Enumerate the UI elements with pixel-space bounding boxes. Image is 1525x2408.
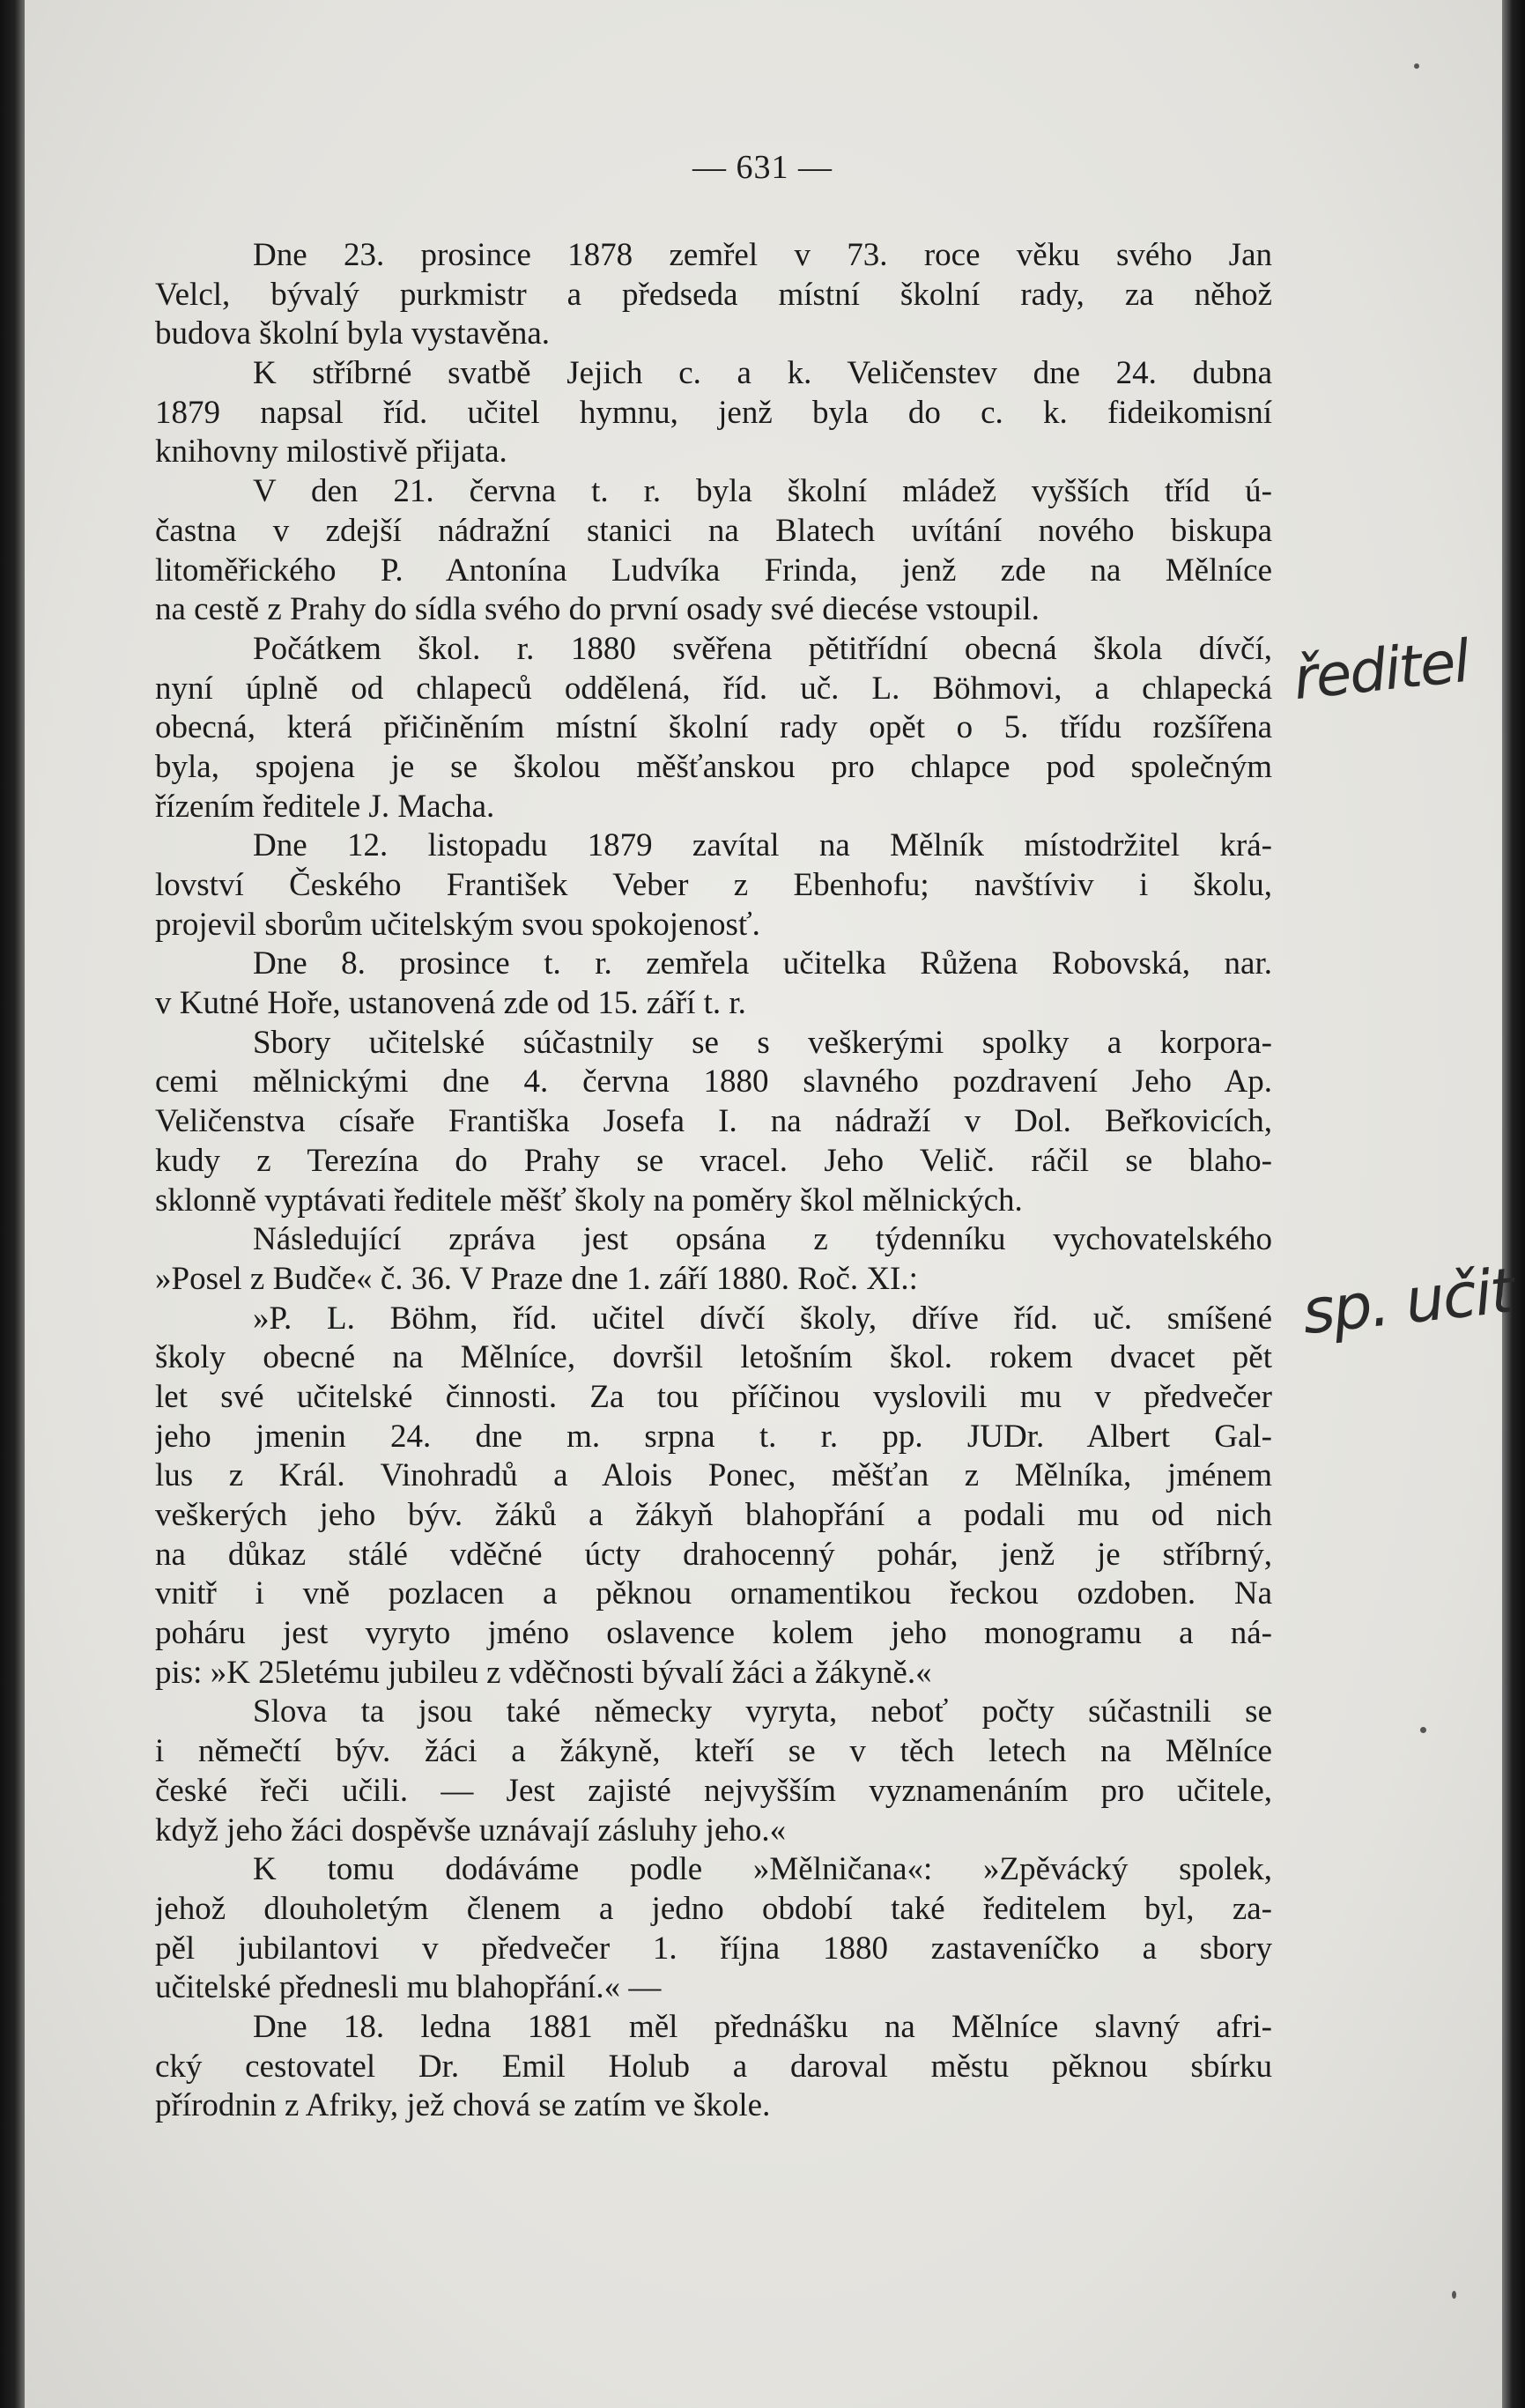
scan-edge-right [1502, 0, 1525, 2408]
text-line: pěl jubilantovi v předvečer 1. října 1880 zastaveníčko a sbory [155, 1930, 1272, 1967]
scan-speck [1420, 1727, 1426, 1733]
page-number: — 631 — [692, 149, 833, 186]
text-line: K tomu dodáváme podle »Mělničana«: »Zpěvácký spolek, [253, 1851, 1272, 1888]
text-line: poháru jest vyryto jméno oslavence kolem jeho monogramu a ná- [155, 1615, 1272, 1652]
margin-note-handwritten: sp. učit [1299, 1254, 1516, 1349]
text-line: učitelské přednesli mu blahopřání.« — [155, 1969, 662, 2006]
text-line: Veličenstva císaře Františka Josefa I. na nádraží v Dol. Beřkovicích, [155, 1103, 1272, 1140]
text-line: řízením ředitele J. Macha. [155, 788, 495, 825]
text-line: Slova ta jsou také německy vyryta, neboť počty súčastnili se [253, 1693, 1272, 1730]
text-line: školy obecné na Mělníce, dovršil letošním škol. rokem dvacet pět [155, 1339, 1272, 1376]
text-line: Sbory učitelské súčastnily se s veškerými spolky a korpora- [253, 1024, 1272, 1061]
text-line: vnitř i vně pozlacen a pěknou ornamentikou řeckou ozdoben. Na [155, 1575, 1272, 1612]
text-line: litoměřického P. Antonína Ludvíka Frinda, jenž zde na Mělníce [155, 552, 1272, 589]
text-line: české řeči učili. — Jest zajisté nejvyšším vyznamenáním pro učitele, [155, 1772, 1272, 1809]
text-line: i němečtí býv. žáci a žákyně, kteří se v těch letech na Mělníce [155, 1733, 1272, 1770]
text-line: obecná, která přičiněním místní školní rady opět o 5. třídu rozšířena [155, 709, 1272, 746]
text-line: sklonně vyptávati ředitele měšť školy na poměry škol mělnických. [155, 1182, 1023, 1219]
text-line: lovství Českého František Veber z Ebenhofu; navštíviv i školu, [155, 867, 1272, 903]
text-line: jehož dlouholetým členem a jedno období také ředitelem byl, za- [155, 1890, 1272, 1927]
text-line: byla, spojena je se školou měšťanskou pro chlapce pod společným [155, 748, 1272, 785]
text-line: když jeho žáci dospěvše uznávají zásluhy jeho.« [155, 1812, 787, 1849]
text-line: na cestě z Prahy do sídla svého do první osady své diecése vstoupil. [155, 591, 1040, 628]
text-line: 1879 napsal říd. učitel hymnu, jenž byla do c. k. fideikomisní [155, 394, 1272, 431]
body-text [155, 236, 1272, 2126]
text-line: K stříbrné svatbě Jejich c. a k. Veličenstev dne 24. dubna [253, 355, 1272, 392]
text-line: Dne 23. prosince 1878 zemřel v 73. roce věku svého Jan [253, 237, 1272, 273]
text-line: Následující zpráva jest opsána z týdenníku vychovatelského [253, 1221, 1272, 1258]
text-line: na důkaz stálé vděčné úcty drahocenný pohár, jenž je stříbrný, [155, 1536, 1272, 1573]
text-line: kudy z Terezína do Prahy se vracel. Jeho Velič. ráčil se blaho- [155, 1142, 1272, 1179]
text-line: let své učitelské činnosti. Za tou příčinou vyslovili mu v předvečer [155, 1378, 1272, 1415]
scan-speck [1452, 2291, 1456, 2299]
text-line: lus z Král. Vinohradů a Alois Ponec, měšťan z Mělníka, jménem [155, 1457, 1272, 1494]
text-line: Dne 18. ledna 1881 měl přednášku na Mělníce slavný afri- [253, 2008, 1272, 2045]
text-line: V den 21. června t. r. byla školní mládež vyšších tříd ú- [253, 473, 1272, 510]
text-line: Dne 12. listopadu 1879 zavítal na Mělník místodržitel krá- [253, 827, 1272, 864]
text-line: »P. L. Böhm, říd. učitel dívčí školy, dříve říd. uč. smíšené [253, 1300, 1272, 1337]
text-line: Velcl, bývalý purkmistr a předseda místní školní rady, za něhož [155, 276, 1272, 313]
text-line: »Posel z Budče« č. 36. V Praze dne 1. září 1880. Roč. XI.: [155, 1260, 918, 1297]
text-line: projevil sborům učitelským svou spokojenosť. [155, 906, 760, 943]
text-line: budova školní byla vystavěna. [155, 315, 551, 352]
scan-speck [1414, 63, 1419, 69]
text-line: jeho jmenin 24. dne m. srpna t. r. pp. JUDr. Albert Gal- [155, 1418, 1272, 1455]
text-line: cký cestovatel Dr. Emil Holub a daroval městu pěknou sbírku [155, 2048, 1272, 2085]
text-line: nyní úplně od chlapeců oddělená, říd. uč. L. Böhmovi, a chlapecká [155, 670, 1272, 707]
text-line: knihovny milostivě přijata. [155, 433, 507, 470]
text-line: veškerých jeho býv. žáků a žákyň blahopřání a podali mu od nich [155, 1497, 1272, 1533]
margin-note-handwritten: ředitel [1290, 626, 1472, 714]
text-line: častna v zdejší nádražní stanici na Blatech uvítání nového biskupa [155, 512, 1272, 549]
text-line: v Kutné Hoře, ustanovená zde od 15. září t. r. [155, 985, 746, 1022]
text-line: pis: »K 25letému jubileu z vděčnosti bývalí žáci a žákyně.« [155, 1654, 932, 1691]
text-line: přírodnin z Afriky, jež chová se zatím ve škole. [155, 2087, 771, 2124]
scan-edge-left [0, 0, 25, 2408]
text-line: Počátkem škol. r. 1880 svěřena pětitřídní obecná škola dívčí, [253, 630, 1272, 667]
text-line: cemi mělnickými dne 4. června 1880 slavného pozdravení Jeho Ap. [155, 1063, 1272, 1100]
text-line: Dne 8. prosince t. r. zemřela učitelka Růžena Robovská, nar. [253, 945, 1272, 982]
